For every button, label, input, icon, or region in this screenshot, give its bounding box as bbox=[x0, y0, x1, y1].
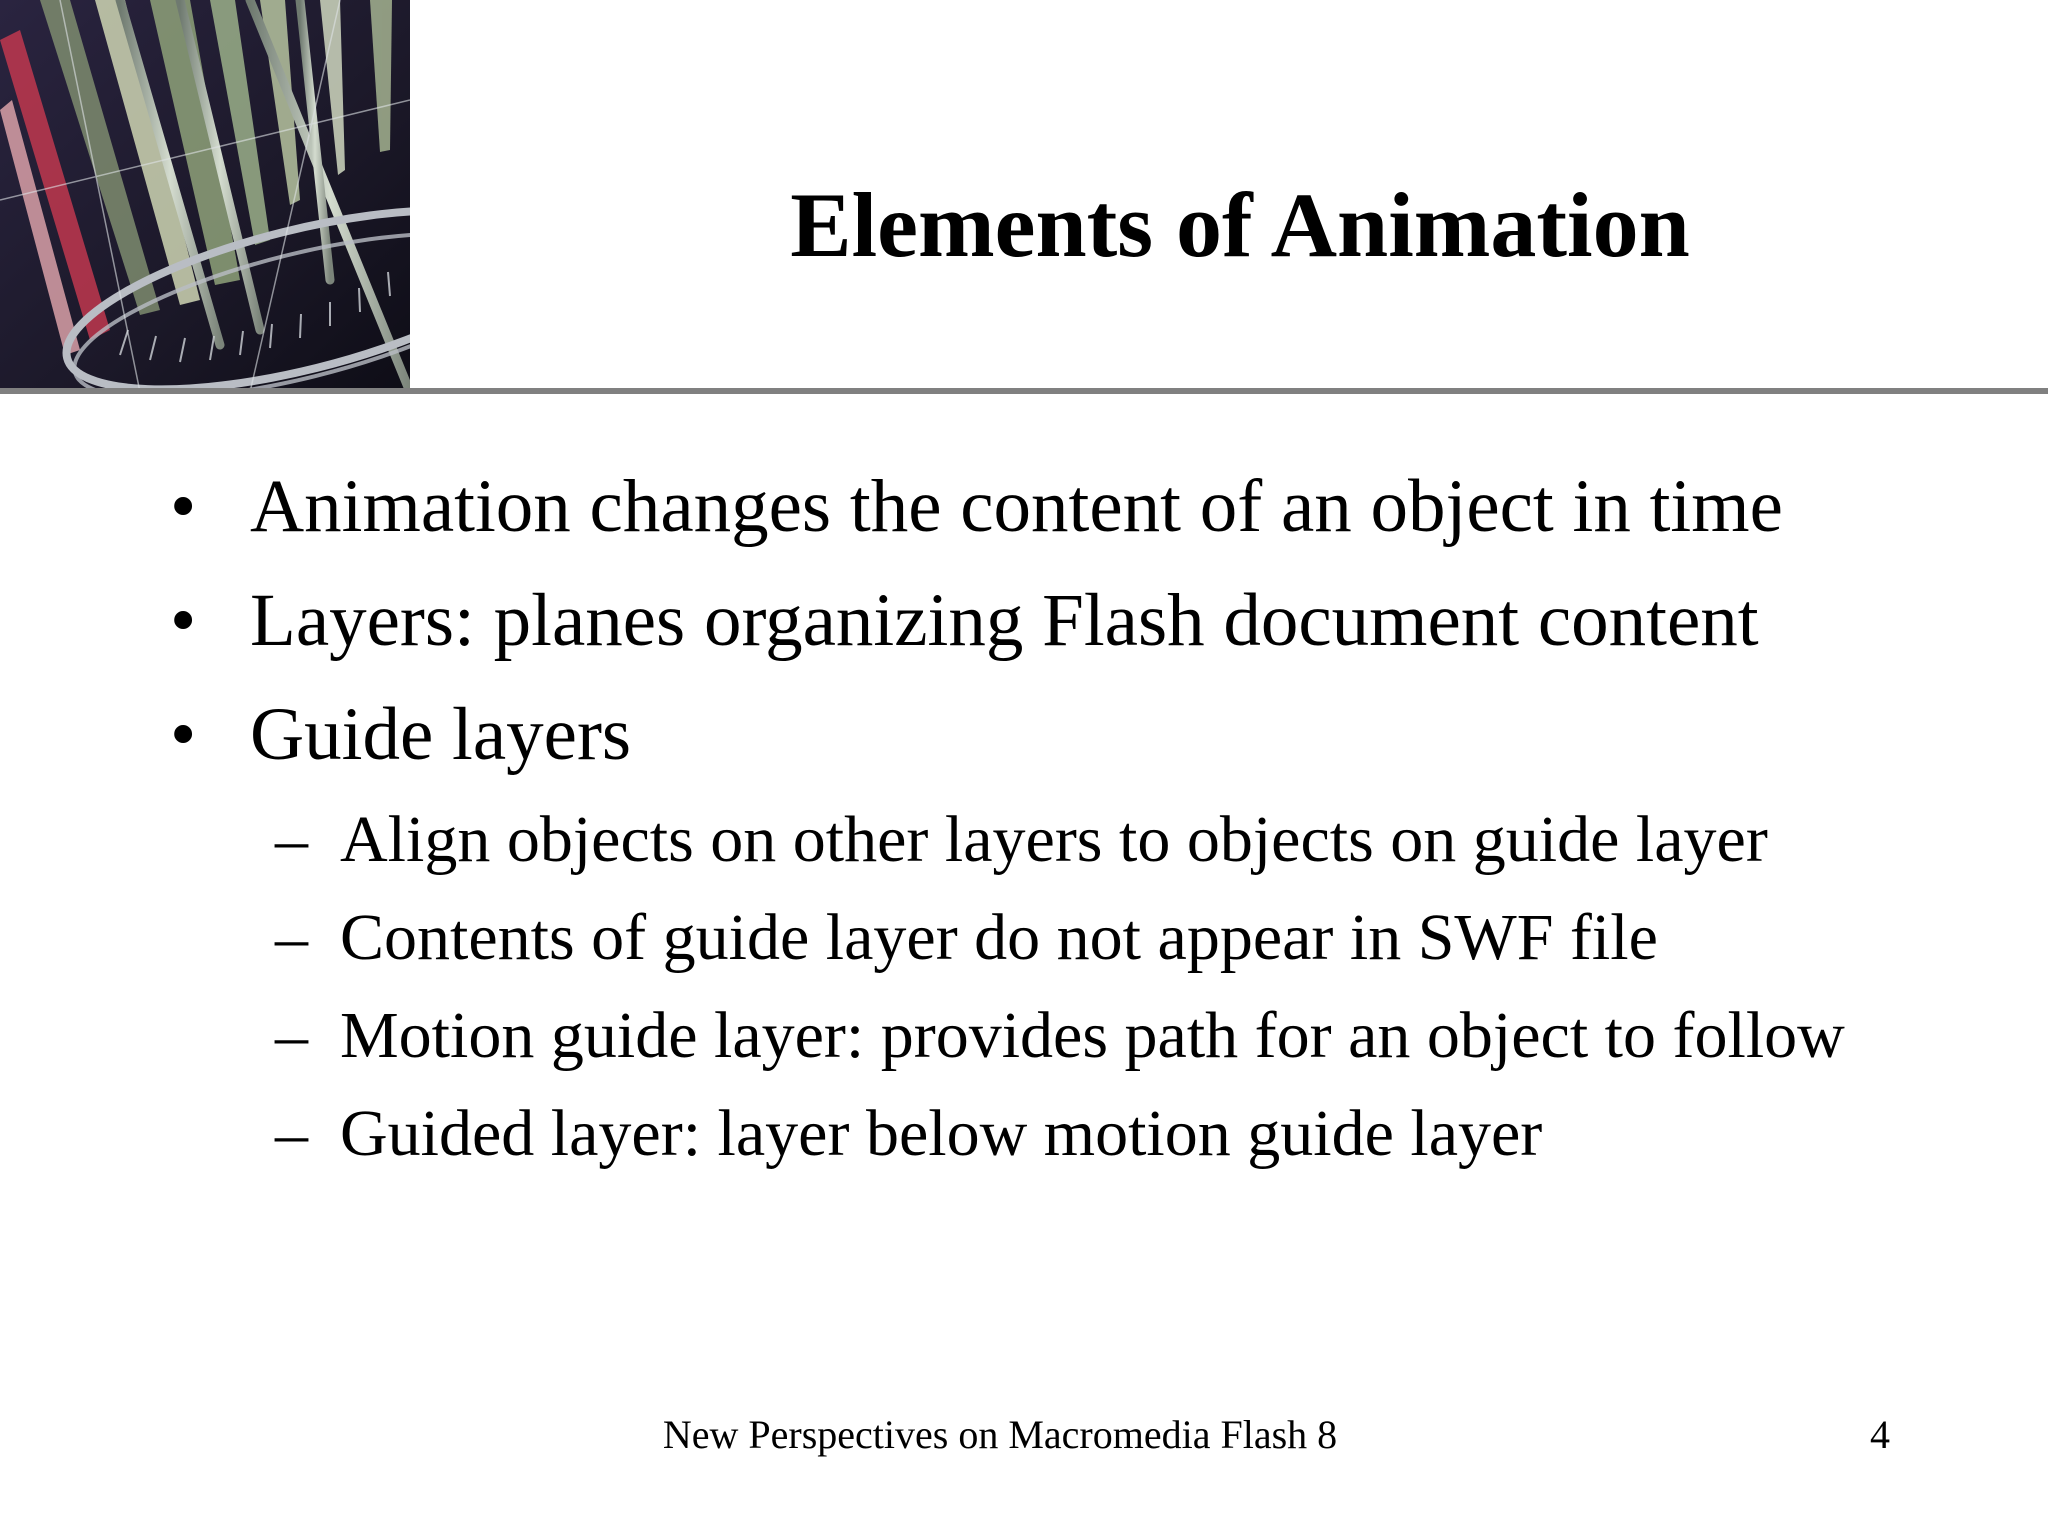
slide-title: Elements of Animation bbox=[790, 174, 1690, 276]
sub-bullet-text: Motion guide layer: provides path for an object to follow bbox=[340, 999, 1845, 1072]
sub-bullet-item bbox=[275, 996, 1845, 1076]
sub-bullet-marker: – bbox=[275, 901, 308, 974]
sub-bullet-text: Contents of guide layer do not appear in SWF file bbox=[340, 901, 1658, 974]
header-divider bbox=[0, 388, 2048, 394]
bullet-item bbox=[170, 462, 1783, 552]
sub-bullet-text: Guided layer: layer below motion guide layer bbox=[340, 1097, 1543, 1170]
bullet-text: Animation changes the content of an object in time bbox=[250, 465, 1783, 548]
sub-bullet-item bbox=[275, 800, 1768, 880]
bullet-item bbox=[170, 690, 631, 780]
footer-text: New Perspectives on Macromedia Flash 8 bbox=[662, 1412, 1338, 1457]
bullet-text: Layers: planes organizing Flash document content bbox=[250, 579, 1759, 662]
slide-number: 4 bbox=[1870, 1412, 1890, 1457]
sub-bullet-text: Align objects on other layers to objects on guide layer bbox=[340, 803, 1768, 876]
bullet-item bbox=[170, 576, 1759, 666]
sub-bullet-item bbox=[275, 1094, 1542, 1174]
sub-bullet-marker: – bbox=[275, 1097, 308, 1170]
bullet-text: Guide layers bbox=[250, 693, 632, 776]
bullet-marker: • bbox=[170, 579, 197, 662]
bullet-marker: • bbox=[170, 465, 197, 548]
sub-bullet-marker: – bbox=[275, 999, 308, 1072]
sculpture-photo-icon bbox=[0, 0, 410, 392]
sub-bullet-item bbox=[275, 898, 1658, 978]
header-photo bbox=[0, 0, 410, 392]
sub-bullet-marker: – bbox=[275, 803, 308, 876]
bullet-marker: • bbox=[170, 693, 197, 776]
